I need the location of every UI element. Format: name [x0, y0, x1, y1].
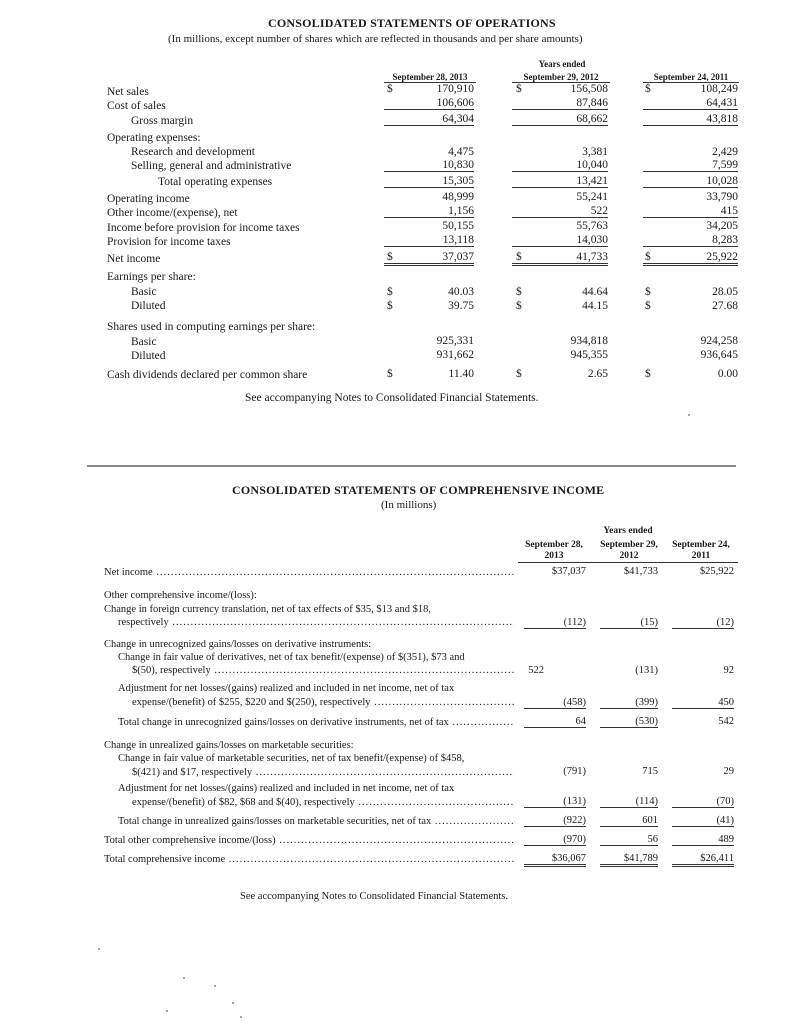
- op-value: 40.03: [448, 286, 474, 298]
- ci-value: (530): [600, 716, 658, 728]
- op-value: 4,475: [448, 146, 474, 158]
- ci-row-label: respectively .....: [118, 617, 514, 628]
- ci-col-header-line: 2011: [664, 551, 738, 563]
- dollar-sign: $: [516, 286, 522, 298]
- op-row-label: Basic: [131, 336, 157, 348]
- ci-col-header-line: 2013: [518, 551, 590, 563]
- op-value: 25,922: [643, 251, 738, 266]
- ci-value: $25,922: [699, 566, 734, 577]
- scan-speck: [232, 1002, 234, 1004]
- ci-row-label: Net income .....: [104, 567, 514, 578]
- op-value: 936,645: [700, 349, 738, 361]
- op-col-header-2011: September 24, 2011: [643, 72, 739, 83]
- dollar-sign: $: [387, 368, 393, 380]
- ci-value: (970): [524, 834, 586, 846]
- ci-value: $26,411: [672, 853, 734, 867]
- scan-speck: [98, 948, 100, 950]
- op-value: 37,037: [384, 251, 474, 266]
- ci-value: (791): [563, 766, 586, 777]
- ci-value: $41,733: [623, 566, 658, 577]
- ci-value: (15): [600, 617, 658, 629]
- op-value: 11.40: [448, 368, 474, 380]
- op-value: 41,733: [512, 251, 608, 266]
- op-value: 10,040: [512, 159, 608, 172]
- ci-row-label: Adjustment for net losses/(gains) realized and included in net income, net of tax: [118, 783, 455, 794]
- op-section-label: Earnings per share:: [107, 271, 196, 283]
- ci-labels-17: [104, 854, 514, 865]
- op-row-label: Diluted: [131, 300, 166, 312]
- op-value: 0.00: [717, 368, 738, 380]
- op-value: 13,421: [512, 175, 608, 188]
- op-value: 156,508: [570, 83, 608, 95]
- scan-speck: [166, 1010, 168, 1012]
- op-row-label: Provision for income taxes: [107, 236, 231, 248]
- dollar-sign: $: [645, 368, 651, 380]
- op-value: 925,331: [436, 335, 474, 347]
- ci-value: (114): [600, 796, 658, 808]
- ci-section-label: Change in unrealized gains/losses on marketable securities:: [104, 740, 354, 751]
- ci-value: (922): [524, 815, 586, 827]
- op-value: 50,155: [442, 220, 474, 232]
- scan-speck: [183, 977, 185, 979]
- op-value: 39.75: [448, 300, 474, 312]
- dollar-sign: $: [516, 251, 522, 263]
- op-value: 2.65: [587, 368, 608, 380]
- ci-col-header-line: September 28,: [525, 540, 583, 550]
- op-row-label: Diluted: [131, 350, 166, 362]
- op-row-label: Cash dividends declared per common share: [107, 369, 308, 381]
- ci-labels-16: [104, 835, 514, 846]
- op-value: 33,790: [706, 191, 738, 203]
- op-value: 8,283: [643, 234, 738, 247]
- op-value: 3,381: [582, 146, 608, 158]
- scan-speck: [214, 985, 216, 987]
- op-value: 44.15: [582, 300, 608, 312]
- ci-value: 542: [718, 716, 734, 727]
- operations-footnote: See accompanying Notes to Consolidated Financial Statements.: [245, 392, 539, 404]
- ci-row-label: Change in foreign currency translation, net of tax effects of $35, $13 and $18,: [104, 604, 431, 615]
- op-col-header-2012: September 29, 2012: [512, 72, 610, 83]
- dollar-sign: $: [516, 368, 522, 380]
- ci-row-label: Total change in unrecognized gains/losses on derivative instruments, net of tax .....: [118, 717, 514, 728]
- op-value: 48,999: [442, 191, 474, 203]
- section-divider: [87, 465, 736, 467]
- op-row-label: Total operating expenses: [158, 176, 273, 188]
- op-value: 27.68: [712, 300, 738, 312]
- op-value: 43,818: [643, 113, 738, 126]
- ci-value: (131): [524, 796, 586, 808]
- ci-row-label: Total comprehensive income .....: [104, 854, 514, 865]
- op-value: 68,662: [512, 113, 608, 126]
- ci-labels-9: [118, 717, 514, 728]
- op-row-label: Selling, general and administrative: [131, 160, 292, 172]
- ci-labels-8: [132, 697, 514, 708]
- ci-value: (70): [672, 796, 734, 808]
- op-value: 170,910: [436, 83, 474, 95]
- op-value: 28.05: [712, 286, 738, 298]
- dollar-sign: $: [645, 251, 651, 263]
- op-value: 64,304: [384, 113, 474, 126]
- op-value: 1,156: [384, 205, 474, 218]
- years-ended-label: Years ended: [603, 526, 653, 536]
- op-value: 64,431: [643, 97, 738, 110]
- ci-value: $36,067: [524, 853, 586, 867]
- dollar-sign: $: [387, 251, 393, 263]
- op-row-label: Cost of sales: [107, 100, 166, 112]
- op-value: 931,662: [436, 349, 474, 361]
- ci-value: 489: [672, 834, 734, 846]
- ci-row-label: $(50), respectively .....: [132, 665, 514, 676]
- scan-speck: [688, 414, 690, 416]
- ci-value: 56: [600, 834, 658, 846]
- comprehensive-footnote: See accompanying Notes to Consolidated Financial Statements.: [240, 891, 508, 902]
- ci-row-label: Change in fair value of marketable securities, net of tax benefit/(expense) of $458,: [118, 753, 465, 764]
- ci-value: (41): [672, 815, 734, 827]
- ci-col-header-2013: [518, 540, 590, 563]
- op-value: 415: [643, 205, 738, 218]
- dollar-sign: $: [645, 300, 651, 312]
- ci-value: 522: [528, 665, 544, 676]
- ci-row-label: Adjustment for net losses/(gains) realized and included in net income, net of tax: [118, 683, 455, 694]
- operations-subtitle: (In millions, except number of shares which are reflected in thousands and per share amounts): [168, 33, 583, 45]
- op-row-label: Other income/(expense), net: [107, 207, 238, 219]
- dollar-sign: $: [645, 83, 651, 95]
- op-row-label: Income before provision for income taxes: [107, 222, 300, 234]
- op-value: 10,028: [643, 175, 738, 188]
- op-value: 522: [512, 205, 608, 218]
- dollar-sign: $: [516, 83, 522, 95]
- ci-row-label: Total other comprehensive income/(loss) .....: [104, 835, 514, 846]
- ci-col-header-2012: [590, 540, 668, 563]
- op-value: 934,818: [570, 335, 608, 347]
- ci-value: 92: [723, 665, 734, 676]
- op-value: 34,205: [706, 220, 738, 232]
- ci-value: (112): [524, 617, 586, 629]
- op-row-label: Research and development: [131, 146, 255, 158]
- op-value: 44.64: [582, 286, 608, 298]
- ci-row-label: Total change in unrealized gains/losses on marketable securities, net of tax .....: [118, 816, 514, 827]
- op-row-label: Gross margin: [131, 115, 194, 127]
- ci-col-header-line: 2012: [590, 551, 668, 563]
- ci-labels-15: [118, 816, 514, 827]
- op-value: 945,355: [570, 349, 608, 361]
- op-value: 13,118: [384, 234, 474, 247]
- operations-title: CONSOLIDATED STATEMENTS OF OPERATIONS: [268, 16, 556, 30]
- op-row-label: Basic: [131, 286, 157, 298]
- op-row-label: Net income: [107, 253, 161, 265]
- comprehensive-title: CONSOLIDATED STATEMENTS OF COMPREHENSIVE INCOME: [232, 483, 605, 497]
- ci-labels-3: [118, 617, 514, 628]
- op-value: 2,429: [712, 146, 738, 158]
- years-ended-label: Years ended: [538, 59, 586, 69]
- ci-value: $37,037: [551, 566, 586, 577]
- op-value: 106,606: [384, 97, 474, 110]
- op-value: 55,763: [576, 220, 608, 232]
- dollar-sign: $: [387, 286, 393, 298]
- ci-col-header-2011: [664, 540, 738, 563]
- ci-row-label: expense/(benefit) of $82, $68 and $(40), respectively .....: [132, 797, 514, 808]
- op-value: 15,305: [384, 175, 474, 188]
- op-section-label: Shares used in computing earnings per share:: [107, 321, 316, 333]
- ci-value: 29: [723, 766, 734, 777]
- ci-value: (458): [524, 697, 586, 709]
- op-value: 87,846: [512, 97, 608, 110]
- dollar-sign: $: [387, 83, 393, 95]
- op-section-label: Operating expenses:: [107, 132, 201, 144]
- dollar-sign: $: [516, 300, 522, 312]
- dollar-sign: $: [387, 300, 393, 312]
- op-value: 14,030: [512, 234, 608, 247]
- ci-value: 64: [524, 716, 586, 728]
- op-value: 7,599: [643, 159, 738, 172]
- ci-section-label: Change in unrecognized gains/losses on derivative instruments:: [104, 639, 372, 650]
- ci-value: 601: [600, 815, 658, 827]
- ci-labels-0: [104, 567, 514, 578]
- ci-row-label: $(421) and $17, respectively .....: [132, 767, 514, 778]
- ci-value: $41,789: [600, 853, 658, 867]
- ci-value: 715: [642, 766, 658, 777]
- ci-value: (131): [635, 665, 658, 676]
- scan-speck: [240, 1016, 242, 1018]
- ci-row-label: Change in fair value of derivatives, net of tax benefit/(expense) of $(351), $73 and: [118, 652, 465, 663]
- op-value: 55,241: [576, 191, 608, 203]
- op-row-label: Operating income: [107, 193, 190, 205]
- ci-row-label: expense/(benefit) of $255, $220 and $(250), respectively .....: [132, 697, 514, 708]
- op-row-label: Net sales: [107, 86, 149, 98]
- ci-col-header-line: September 24,: [672, 540, 730, 550]
- ci-col-header-line: September 29,: [600, 540, 658, 550]
- ci-labels-14: [132, 797, 514, 808]
- dollar-sign: $: [645, 286, 651, 298]
- op-value: 108,249: [700, 83, 738, 95]
- ci-labels-6: [132, 665, 514, 676]
- ci-value: 450: [672, 697, 734, 709]
- op-col-header-2013: September 28, 2013: [384, 72, 476, 83]
- ci-labels-12: [132, 767, 514, 778]
- ci-section-label: Other comprehensive income/(loss):: [104, 590, 257, 601]
- ci-value: (399): [600, 697, 658, 709]
- op-value: 10,830: [384, 159, 474, 172]
- ci-value: (12): [672, 617, 734, 629]
- comprehensive-subtitle: (In millions): [381, 499, 437, 511]
- op-value: 924,258: [700, 335, 738, 347]
